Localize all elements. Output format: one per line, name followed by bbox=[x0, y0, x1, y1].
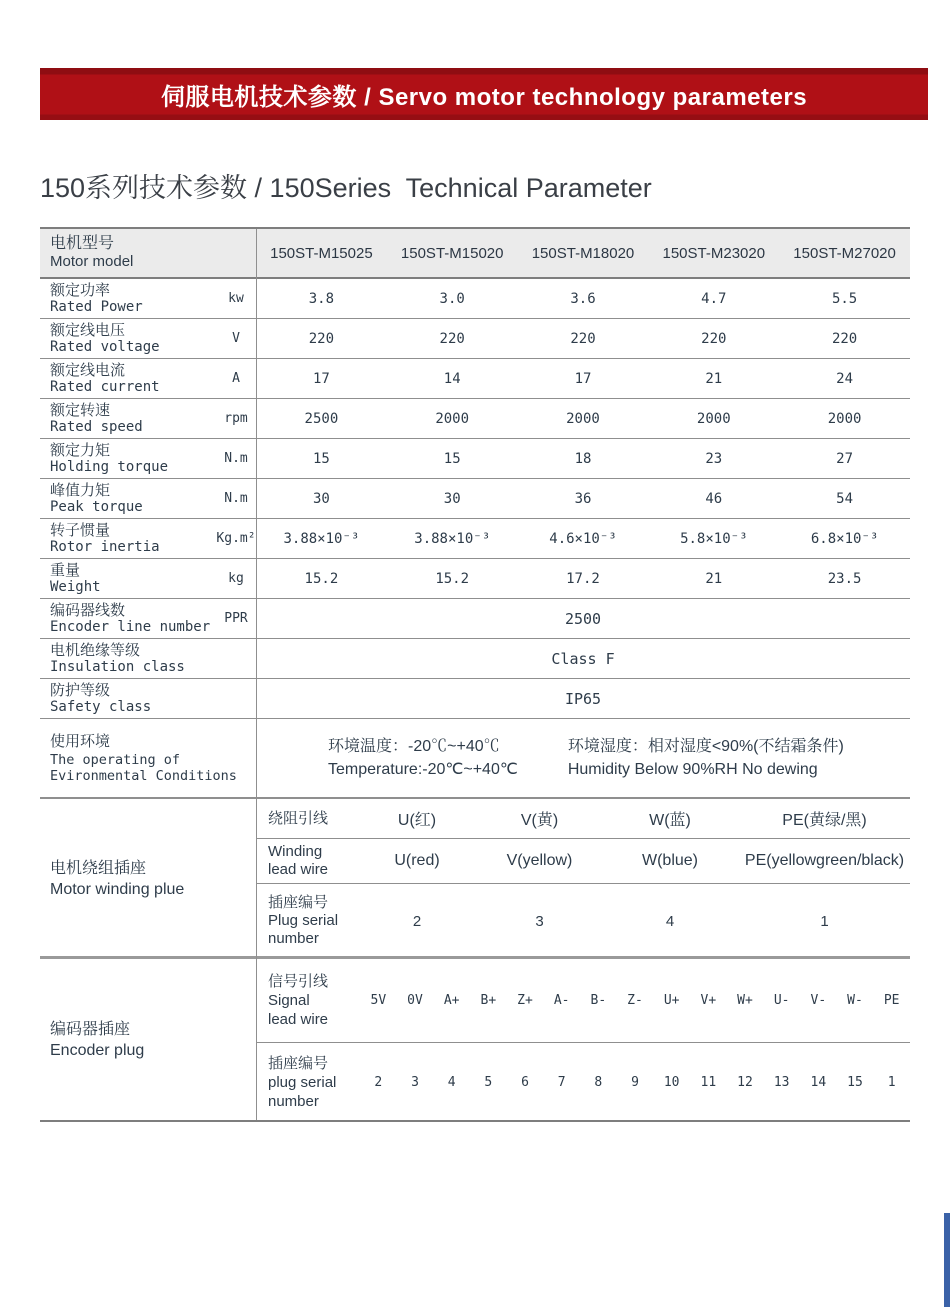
cell-value: 17 bbox=[574, 370, 592, 387]
row-label-zh: 额定力矩 bbox=[50, 441, 111, 459]
subrow-label: 信号引线 Signal lead wire bbox=[268, 973, 329, 1028]
cell-value: 4.6×10⁻³ bbox=[549, 530, 617, 547]
winding-row-plug-serial bbox=[256, 884, 910, 958]
row-label-en: Peak torque bbox=[50, 498, 143, 515]
section-banner bbox=[40, 68, 928, 120]
row-unit: N.m bbox=[224, 451, 248, 466]
cell-value: 36 bbox=[574, 490, 592, 507]
row-label-zh: 编码器线数 bbox=[50, 601, 126, 619]
serial-cell: 10 bbox=[663, 1074, 680, 1090]
spec-row-peak-torque bbox=[40, 479, 910, 519]
cell-value: 30 bbox=[312, 490, 330, 507]
serial-cell: 1 bbox=[887, 1074, 896, 1090]
winding-cell: V(yellow) bbox=[506, 852, 573, 869]
serial-cell: 7 bbox=[557, 1074, 566, 1090]
serial-cell: 5 bbox=[484, 1074, 493, 1090]
row-label-en: Encoder line number bbox=[50, 618, 211, 635]
section-motor-winding-plug bbox=[40, 799, 910, 959]
winding-cell: U(red) bbox=[394, 852, 440, 869]
cell-value: 30 bbox=[443, 490, 461, 507]
section-label-zh: 电机绕组插座 bbox=[50, 859, 147, 877]
winding-cell: 2 bbox=[412, 912, 422, 930]
row-label-zh: 使用环境 bbox=[50, 732, 111, 750]
cell-value: 6.8×10⁻³ bbox=[810, 530, 879, 547]
signal-cell: B+ bbox=[480, 993, 497, 1008]
cell-value: 3.0 bbox=[439, 290, 465, 307]
cell-value: 54 bbox=[836, 490, 854, 507]
spec-row-rated-current bbox=[40, 359, 910, 399]
span-value: 2500 bbox=[564, 609, 602, 628]
row-label-zh: 额定功率 bbox=[50, 281, 111, 299]
row-label-en: Rated current bbox=[50, 378, 160, 395]
row-label-en: Weight bbox=[50, 578, 101, 595]
signal-cell: A- bbox=[553, 993, 570, 1008]
row-unit: kw bbox=[228, 291, 244, 306]
row-label-en: Rated Power bbox=[50, 298, 143, 315]
subrow-label: 插座编号 Plug serial number bbox=[268, 894, 339, 947]
spec-row-rated-power bbox=[40, 279, 910, 319]
cell-value: 14 bbox=[443, 370, 461, 387]
section-encoder-plug bbox=[40, 959, 910, 1121]
row-unit: rpm bbox=[224, 411, 248, 426]
spec-table bbox=[40, 227, 910, 1122]
cell-value: 15 bbox=[443, 450, 461, 467]
spec-row-holding-torque bbox=[40, 439, 910, 479]
winding-cell: W(blue) bbox=[641, 852, 698, 869]
cell-value: 15.2 bbox=[304, 570, 339, 587]
section-label-en: Encoder plug bbox=[50, 1042, 145, 1059]
winding-cell: 3 bbox=[535, 912, 544, 930]
span-row-insulation-class bbox=[40, 639, 910, 679]
serial-cell: 15 bbox=[847, 1074, 863, 1090]
serial-cell: 9 bbox=[631, 1074, 639, 1090]
signal-cell: W+ bbox=[737, 993, 753, 1008]
cell-value: 2500 bbox=[304, 410, 339, 427]
row-label-en: Safety class bbox=[50, 698, 152, 715]
environment-humidity: 环境湿度：相对湿度<90%(不结霜条件) Humidity Below 90%RH No dewing bbox=[567, 738, 844, 778]
cell-value: 220 bbox=[308, 330, 335, 347]
row-label-en: Evironmental Conditions bbox=[50, 767, 237, 784]
encoder-row-signal bbox=[256, 959, 910, 1043]
cell-value: 17 bbox=[312, 370, 330, 387]
section-label-zh: 编码器插座 bbox=[50, 1021, 131, 1038]
serial-cell: 14 bbox=[810, 1074, 827, 1090]
winding-cell: W(蓝) bbox=[649, 812, 691, 829]
spec-row-weight bbox=[40, 559, 910, 599]
row-unit: V bbox=[232, 331, 240, 346]
row-unit: Kg.m² bbox=[216, 531, 256, 546]
serial-cell: 6 bbox=[521, 1074, 529, 1090]
subrow-label: 绕阻引线 bbox=[268, 809, 329, 827]
cell-value: 46 bbox=[705, 490, 723, 507]
cell-value: 17.2 bbox=[566, 570, 600, 587]
header-label-en: Motor model bbox=[50, 253, 134, 270]
winding-cell: PE(yellowgreen/black) bbox=[744, 852, 905, 869]
encoder-row-plug-serial bbox=[256, 1043, 910, 1121]
signal-cell: Z- bbox=[627, 993, 643, 1008]
row-label-en: The operating of bbox=[50, 751, 181, 768]
winding-cell: PE(黄绿/黑) bbox=[782, 812, 867, 829]
cell-value: 3.6 bbox=[570, 290, 596, 307]
subrow-label: Winding lead wire bbox=[268, 843, 329, 878]
signal-cell: U- bbox=[773, 993, 790, 1008]
cell-value: 21 bbox=[705, 370, 723, 387]
span-row-safety-class bbox=[40, 679, 910, 719]
row-label-en: Rated voltage bbox=[50, 338, 160, 355]
model-name: 150ST-M15025 bbox=[270, 244, 373, 262]
cell-value: 3.8 bbox=[308, 290, 335, 307]
signal-cell: U+ bbox=[663, 993, 680, 1008]
cell-value: 3.88×10⁻³ bbox=[414, 530, 491, 547]
cell-value: 23 bbox=[705, 450, 723, 467]
cell-value: 4.7 bbox=[701, 290, 727, 307]
serial-cell: 8 bbox=[594, 1074, 603, 1090]
signal-cell: V+ bbox=[700, 993, 717, 1008]
row-unit: N.m bbox=[224, 491, 248, 506]
row-label-en: Rated speed bbox=[50, 418, 143, 435]
winding-cell: 1 bbox=[820, 912, 829, 930]
serial-cell: 13 bbox=[773, 1074, 790, 1090]
signal-cell: B- bbox=[590, 993, 607, 1008]
row-label-zh: 重量 bbox=[50, 561, 81, 579]
model-name: 150ST-M15020 bbox=[400, 244, 504, 262]
accent-bar bbox=[944, 1213, 950, 1307]
row-label-en: Insulation class bbox=[50, 658, 185, 675]
header-label-zh: 电机型号 bbox=[50, 235, 115, 252]
page-title: 150系列技术参数 / 150Series Technical Parameter bbox=[40, 173, 652, 203]
row-label-zh: 电机绝缘等级 bbox=[50, 641, 141, 659]
row-environment bbox=[40, 719, 910, 799]
row-label-zh: 额定转速 bbox=[50, 401, 111, 419]
subrow-label: 插座编号 plug serial number bbox=[268, 1054, 337, 1110]
table-vertical-divider bbox=[256, 229, 257, 1120]
cell-value: 18 bbox=[574, 450, 592, 467]
signal-cell: V- bbox=[810, 993, 827, 1008]
cell-value: 23.5 bbox=[827, 570, 862, 587]
serial-cell: 3 bbox=[411, 1074, 419, 1090]
cell-value: 2000 bbox=[696, 410, 731, 427]
signal-cell: A+ bbox=[443, 993, 460, 1008]
environment-temperature: 环境温度：-20℃~+40℃ Temperature:-20℃~+40℃ bbox=[328, 738, 518, 778]
cell-value: 2000 bbox=[827, 410, 862, 427]
serial-cell: 2 bbox=[374, 1074, 383, 1090]
row-label-en: Holding torque bbox=[50, 458, 169, 475]
cell-value: 24 bbox=[836, 370, 854, 387]
cell-value: 5.5 bbox=[831, 290, 858, 307]
signal-cell: PE bbox=[883, 993, 900, 1008]
cell-value: 220 bbox=[570, 330, 596, 347]
signal-cell: 5V bbox=[370, 993, 387, 1008]
spec-row-rotor-inertia bbox=[40, 519, 910, 559]
cell-value: 15 bbox=[312, 450, 330, 467]
serial-cell: 12 bbox=[737, 1074, 753, 1090]
row-unit: PPR bbox=[224, 611, 248, 626]
cell-value: 3.88×10⁻³ bbox=[283, 530, 360, 547]
cell-value: 5.8×10⁻³ bbox=[680, 530, 748, 547]
model-name: 150ST-M18020 bbox=[531, 244, 635, 262]
row-label-zh: 额定线电流 bbox=[50, 361, 126, 379]
cell-value: 2000 bbox=[566, 410, 600, 427]
banner-title: 伺服电机技术参数 / Servo motor technology parameters bbox=[160, 83, 808, 111]
model-name: 150ST-M23020 bbox=[662, 244, 766, 262]
cell-value: 2000 bbox=[435, 410, 470, 427]
table-header-row bbox=[40, 229, 910, 279]
row-label-zh: 转子惯量 bbox=[50, 521, 111, 539]
row-label-zh: 防护等级 bbox=[50, 681, 111, 699]
signal-cell: Z+ bbox=[517, 993, 533, 1008]
span-row-encoder-line-number bbox=[40, 599, 910, 639]
cell-value: 15.2 bbox=[435, 570, 470, 587]
row-unit: kg bbox=[228, 571, 244, 586]
row-unit: A bbox=[232, 371, 240, 386]
model-name: 150ST-M27020 bbox=[793, 244, 896, 262]
span-value: IP65 bbox=[564, 689, 602, 708]
row-label-zh: 峰值力矩 bbox=[50, 481, 111, 499]
cell-value: 220 bbox=[701, 330, 727, 347]
cell-value: 21 bbox=[705, 570, 723, 587]
signal-cell: 0V bbox=[407, 993, 423, 1008]
cell-value: 220 bbox=[439, 330, 465, 347]
row-label-zh: 额定线电压 bbox=[50, 321, 126, 339]
serial-cell: 4 bbox=[447, 1074, 456, 1090]
spec-row-rated-speed bbox=[40, 399, 910, 439]
row-label-en: Rotor inertia bbox=[50, 538, 160, 555]
span-value: Class F bbox=[551, 649, 615, 668]
signal-cell: W- bbox=[847, 993, 863, 1008]
winding-cell: U(红) bbox=[397, 812, 437, 829]
cell-value: 220 bbox=[831, 330, 858, 347]
winding-cell: V(黄) bbox=[520, 812, 559, 829]
serial-cell: 11 bbox=[700, 1074, 717, 1090]
section-label-en: Motor winding plue bbox=[50, 880, 185, 898]
winding-row-lead-wire-zh bbox=[256, 799, 910, 839]
spec-row-rated-voltage bbox=[40, 319, 910, 359]
winding-row-lead-wire-en bbox=[256, 839, 910, 884]
winding-cell: 4 bbox=[665, 912, 675, 930]
cell-value: 27 bbox=[836, 450, 854, 467]
